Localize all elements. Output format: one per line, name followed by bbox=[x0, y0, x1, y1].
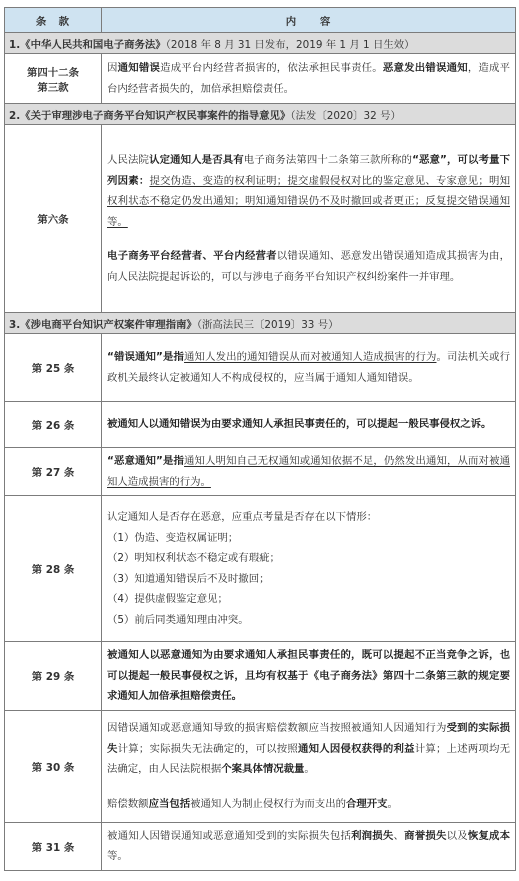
article-label: 第 26 条 bbox=[5, 402, 102, 448]
list-item: （4）提供虚假鉴定意见； bbox=[107, 593, 228, 605]
header-article: 条 款 bbox=[5, 8, 102, 33]
paragraph: 人民法院认定通知人是否具有电子商务法第四十二条第三款所称的“恶意”，可以考量下列因素：提交伪造、变造的权利证明；提交虚假侵权对比的鉴定意见、专家意见；明知权利状态不稳定仍发出通知；明知通知错误仍不及时撤回或者更正；反复提交错误通知等。 bbox=[107, 154, 511, 228]
header-content: 内 容 bbox=[102, 8, 516, 33]
article-content bbox=[102, 710, 516, 822]
section-row bbox=[5, 33, 516, 54]
paragraph: 电子商务平台经营者、平台内经营者以错误通知、恶意发出错误通知造成其损害为由，向人民法院提起诉讼的，可以与涉电子商务平台知识产权纠纷案件一并审理。 bbox=[107, 250, 511, 283]
article-label: 第 27 条 bbox=[5, 448, 102, 496]
legal-provisions-table bbox=[4, 7, 516, 871]
section-law-name: 2.《关于审理涉电子商务平台知识产权民事案件的指导意见》 bbox=[9, 109, 291, 122]
article-content: “错误通知”是指通知人发出的通知错误从而对被通知人造成损害的行为。司法机关或行政机关最终认定被通知人不构成侵权的，应当属于通知人通知错误。 bbox=[102, 334, 516, 402]
list-item: （1）伪造、变造权属证明； bbox=[107, 531, 239, 544]
table-row bbox=[5, 125, 516, 313]
article-label: 第六条 bbox=[5, 125, 102, 313]
article-label: 第 29 条 bbox=[5, 642, 102, 711]
article-content bbox=[102, 496, 516, 642]
table-row bbox=[5, 642, 516, 711]
section-title bbox=[5, 104, 516, 125]
paragraph: 因错误通知或恶意通知导致的损害赔偿数额应当按照被通知人因通知行为受到的实际损失计算；实际损失无法确定的，可以按照通知人因侵权获得的利益计算；上述两项均无法确定，由人民法院根据个案具体情况裁量。 bbox=[107, 722, 511, 775]
table-row bbox=[5, 496, 516, 642]
section-title bbox=[5, 33, 516, 54]
section-title bbox=[5, 313, 516, 334]
table-row bbox=[5, 334, 516, 402]
article-content: “恶意通知”是指通知人明知自己无权通知或通知依据不足，仍然发出通知，从而对被通知人造成损害的行为。 bbox=[102, 448, 516, 496]
article-label: 第 25 条 bbox=[5, 334, 102, 402]
section-row bbox=[5, 104, 516, 125]
table-row bbox=[5, 54, 516, 104]
table-row bbox=[5, 822, 516, 870]
table-row bbox=[5, 402, 516, 448]
table-row bbox=[5, 710, 516, 822]
section-law-name: 3.《涉电商平台知识产权案件审理指南》 bbox=[9, 318, 197, 331]
list-item: （5）前后同类通知理由冲突。 bbox=[107, 613, 249, 626]
list-item: （2）明知权利状态不稳定或有瑕疵； bbox=[107, 552, 280, 564]
section-note: （法发〔2020〕32 号） bbox=[290, 109, 401, 122]
article-label: 第 31 条 bbox=[5, 822, 102, 870]
paragraph: 赔偿数额应当包括被通知人为制止侵权行为而支出的合理开支。 bbox=[107, 797, 398, 810]
section-row bbox=[5, 313, 516, 334]
list-item: （3）知道通知错误后不及时撤回； bbox=[107, 572, 270, 585]
article-content: 被通知人以通知错误为由要求通知人承担民事责任的，可以提起一般民事侵权之诉。 bbox=[102, 402, 516, 448]
article-content bbox=[102, 125, 516, 313]
table-row bbox=[5, 448, 516, 496]
section-note: （浙高法民三〔2019〕33 号） bbox=[196, 318, 339, 331]
article-content: 被通知人以恶意通知为由要求通知人承担民事责任的，既可以提起不正当竞争之诉，也可以提起一般民事侵权之诉，且均有权基于《电子商务法》第四十二条第三款的规定要求通知人加倍承担赔偿责任。 bbox=[102, 642, 516, 711]
article-content: 被通知人因错误通知或恶意通知受到的实际损失包括利润损失、商誉损失以及恢复成本等。 bbox=[102, 822, 516, 870]
article-label: 第 28 条 bbox=[5, 496, 102, 642]
section-law-name: 1.《中华人民共和国电子商务法》 bbox=[9, 38, 166, 51]
article-label: 第四十二条 第三款 bbox=[5, 54, 102, 104]
table-header-row bbox=[5, 8, 516, 33]
section-note: （2018 年 8 月 31 日发布，2019 年 1 月 1 日生效） bbox=[165, 38, 415, 51]
list-intro: 认定通知人是否存在恶意，应重点考量是否存在以下情形： bbox=[107, 511, 378, 523]
article-content: 因通知错误造成平台内经营者损害的，依法承担民事责任。恶意发出错误通知，造成平台内经营者损失的，加倍承担赔偿责任。 bbox=[102, 54, 516, 104]
article-label: 第 30 条 bbox=[5, 710, 102, 822]
